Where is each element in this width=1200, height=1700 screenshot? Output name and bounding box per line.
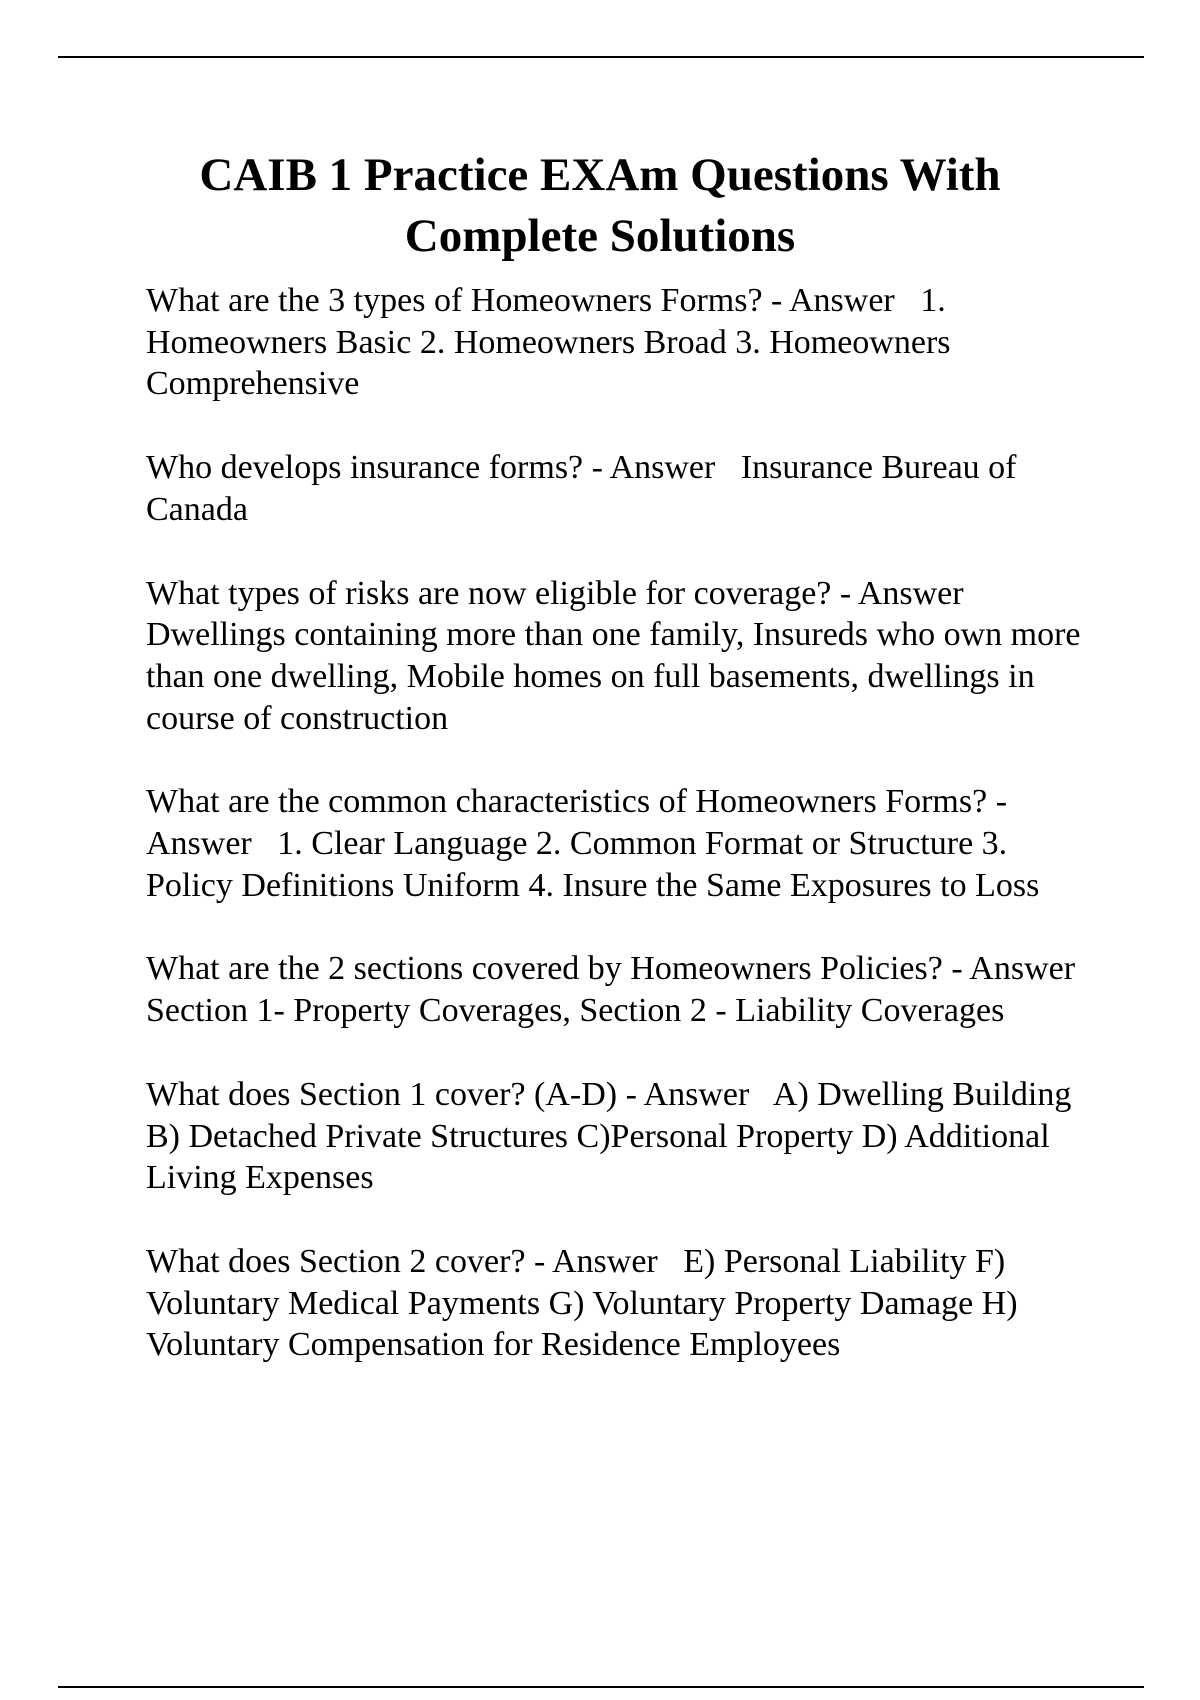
qa-item: What does Section 2 cover? - Answer E) Personal Liability F) Voluntary Medical Payments G) Voluntary Property Damage H) Voluntary Compensation for Residence Employees xyxy=(146,1242,1026,1364)
qa-item: What types of risks are now eligible for coverage? - Answer Dwellings containing more than one family, Insureds who own more than one dwelling, Mobile homes on full basements, dwellings in course of construction xyxy=(146,574,1089,737)
qa-item: What are the common characteristics of Homeowners Forms? - Answer 1. Clear Language 2. Common Format or Structure 3. Policy Definitions Uniform 4. Insure the Same Exposures to Loss xyxy=(146,783,1040,904)
qa-item: What are the 3 types of Homeowners Forms? - Answer 1. Homeowners Basic 2. Homeowners Broad 3. Homeowners Comprehensive xyxy=(146,282,959,403)
document-title: CAIB 1 Practice EXAm Questions With Complete Solutions xyxy=(199,149,1001,262)
qa-item: Who develops insurance forms? - Answer Insurance Bureau of Canada xyxy=(146,449,1025,528)
footer-rule xyxy=(58,1686,1144,1688)
qa-item: What does Section 1 cover? (A-D) - Answer A) Dwelling Building B) Detached Private Structures C)Personal Property D) Additional Living Expenses xyxy=(146,1075,1080,1197)
header-rule xyxy=(58,56,1144,58)
qa-list xyxy=(146,280,1101,1408)
qa-item: What are the 2 sections covered by Homeowners Policies? - Answer Section 1- Property Coverages, Section 2 - Liability Coverages xyxy=(146,950,1101,1030)
